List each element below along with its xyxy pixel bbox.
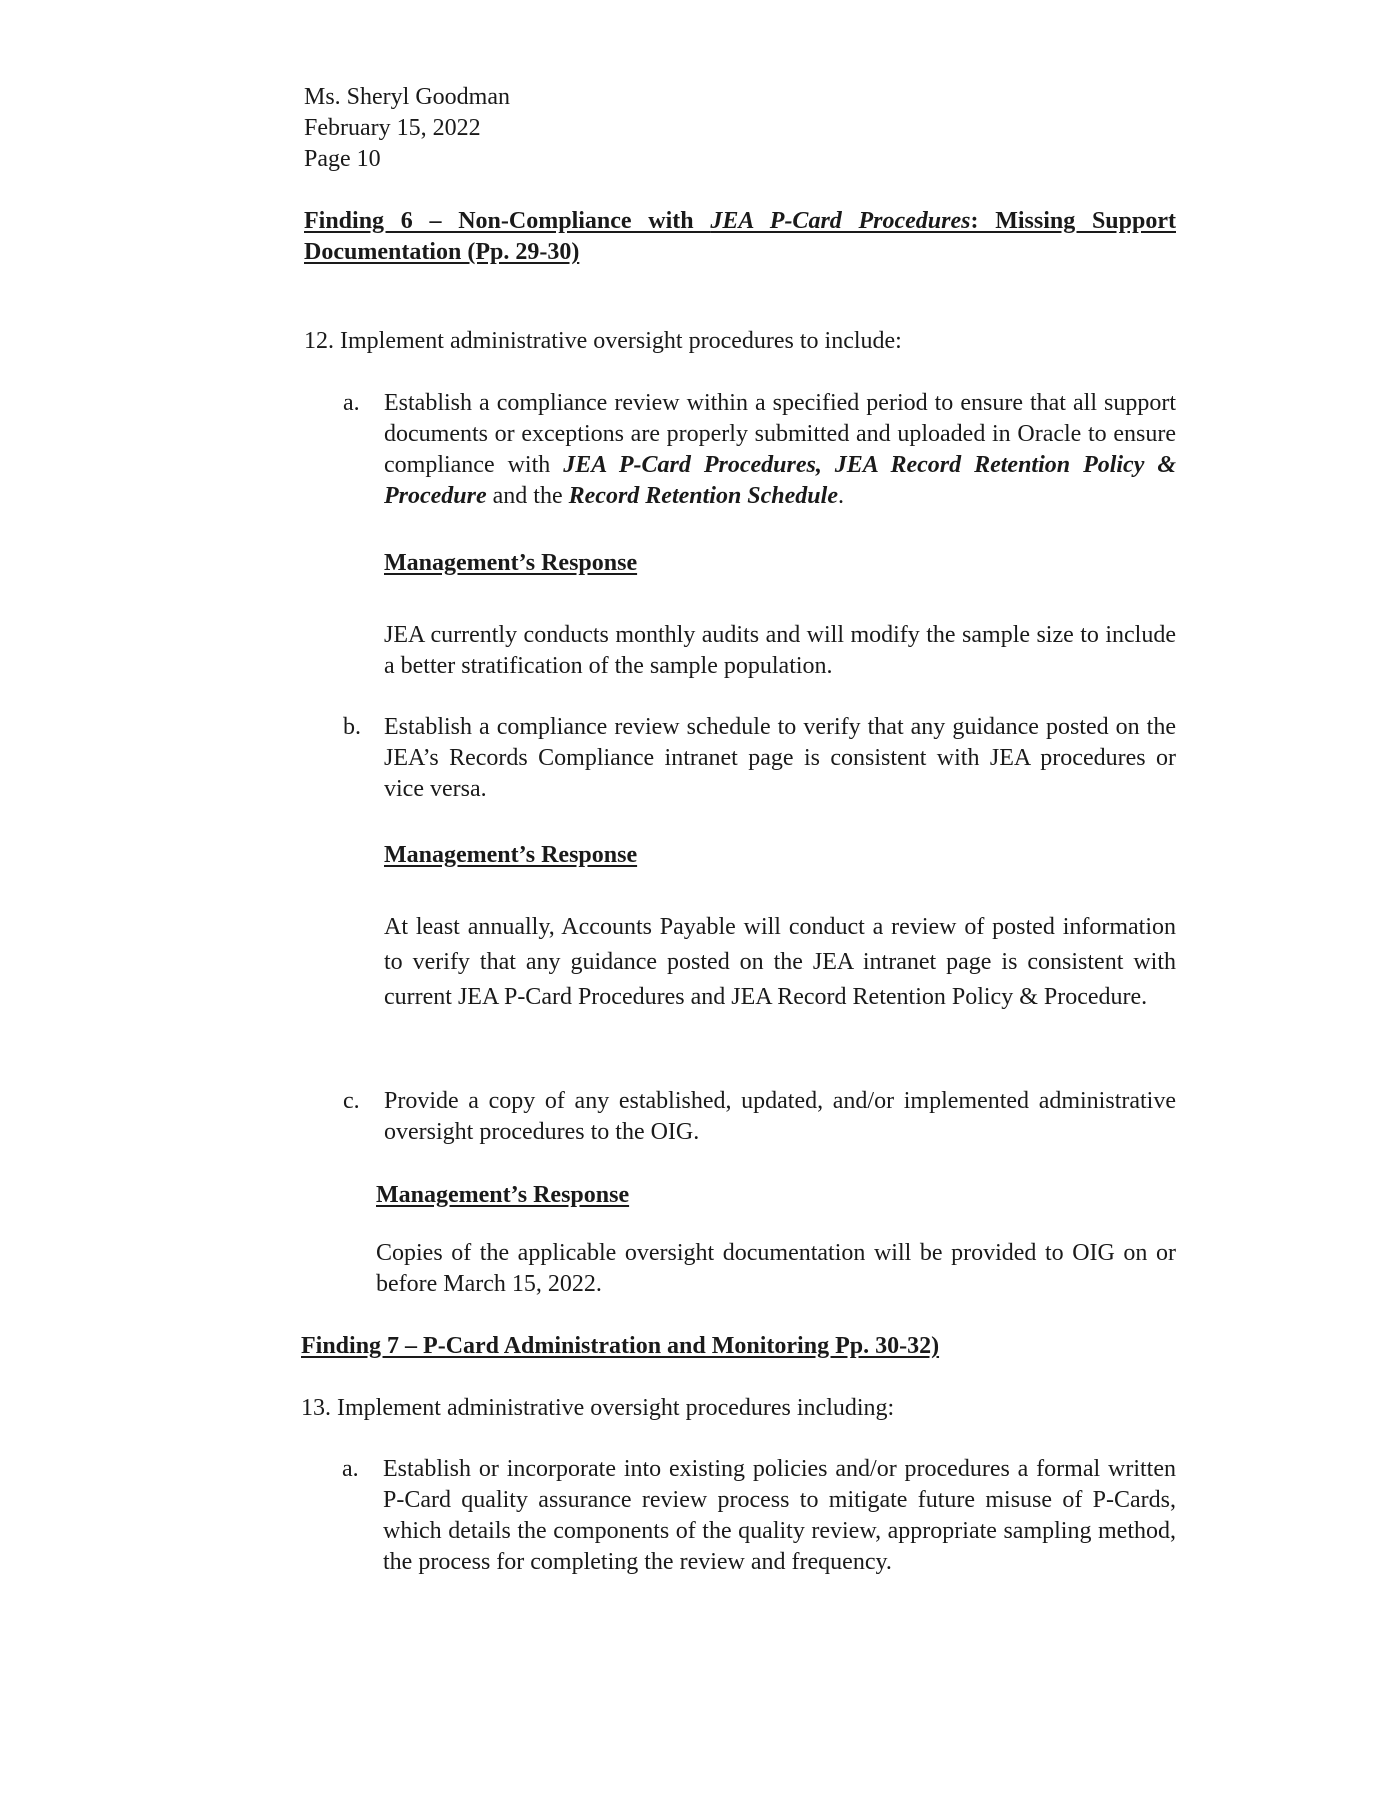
item-13a: [342, 1454, 1176, 1578]
heading-text: Finding 6 – Non-Compliance with: [304, 208, 711, 234]
item-label: a.: [342, 1456, 359, 1482]
recipient: Ms. Sheryl Goodman: [304, 84, 510, 110]
heading-italic: JEA P-Card Procedures: [710, 208, 971, 234]
finding-7-heading: Finding 7 – P-Card Administration and Monitoring Pp. 30-32): [301, 1333, 940, 1359]
item-emph: Record Retention Schedule: [568, 483, 838, 509]
item-text: Establish a compliance review within a specified period to ensure that all support documents or exceptions are properly submitted and uploaded in Oracle to ensure compliance with: [384, 390, 1176, 478]
management-response: Copies of the applicable oversight documentation will be provided to OIG on or before March 15, 2022.: [376, 1240, 1176, 1297]
item-emph: JEA P-Card Procedures, JEA Record Retention Policy & Procedure: [384, 452, 1176, 509]
item-text: Establish or incorporate into existing policies and/or procedures a formal written P-Card quality assurance review process to mitigate future misuse of P-Cards, which details the components of the quality review, appropriate sampling method, the process for completing the review and frequency.: [383, 1456, 1176, 1575]
item-text: Establish a compliance review schedule to verify that any guidance posted on the JEA’s Records Compliance intranet page is consistent with JEA procedures or vice versa.: [384, 714, 1176, 802]
item-12c: [343, 1086, 1176, 1148]
management-response-heading: Management’s Response: [384, 842, 638, 868]
item-label: b.: [343, 714, 361, 740]
item-12a: [343, 388, 1176, 512]
item-label: a.: [343, 390, 360, 416]
recommendation-13: 13. Implement administrative oversight procedures including:: [301, 1395, 895, 1421]
management-response: At least annually, Accounts Payable will conduct a review of posted information to verify that any guidance posted on the JEA intranet page is consistent with current JEA P-Card Procedures and JEA Record Retention Policy & Procedure.: [384, 914, 1176, 1010]
item-text: and the: [486, 483, 569, 509]
item-text: .: [837, 483, 844, 509]
date: February 15, 2022: [304, 115, 481, 141]
recommendation-12: 12. Implement administrative oversight procedures to include:: [304, 328, 902, 354]
heading-text: : Missing Support Documentation (Pp. 29-30): [304, 208, 1176, 265]
management-response: JEA currently conducts monthly audits and will modify the sample size to include a better stratification of the sample population.: [384, 622, 1176, 679]
item-text: Provide a copy of any established, updated, and/or implemented administrative oversight procedures to the OIG.: [384, 1088, 1176, 1145]
item-label: c.: [343, 1088, 360, 1114]
letter-header: [304, 82, 510, 175]
item-12b: [343, 712, 1176, 805]
management-response-heading: Management’s Response: [384, 550, 638, 576]
finding-6-heading: [304, 206, 1176, 268]
management-response-heading: Management’s Response: [376, 1182, 630, 1208]
page-number: Page 10: [304, 146, 381, 172]
